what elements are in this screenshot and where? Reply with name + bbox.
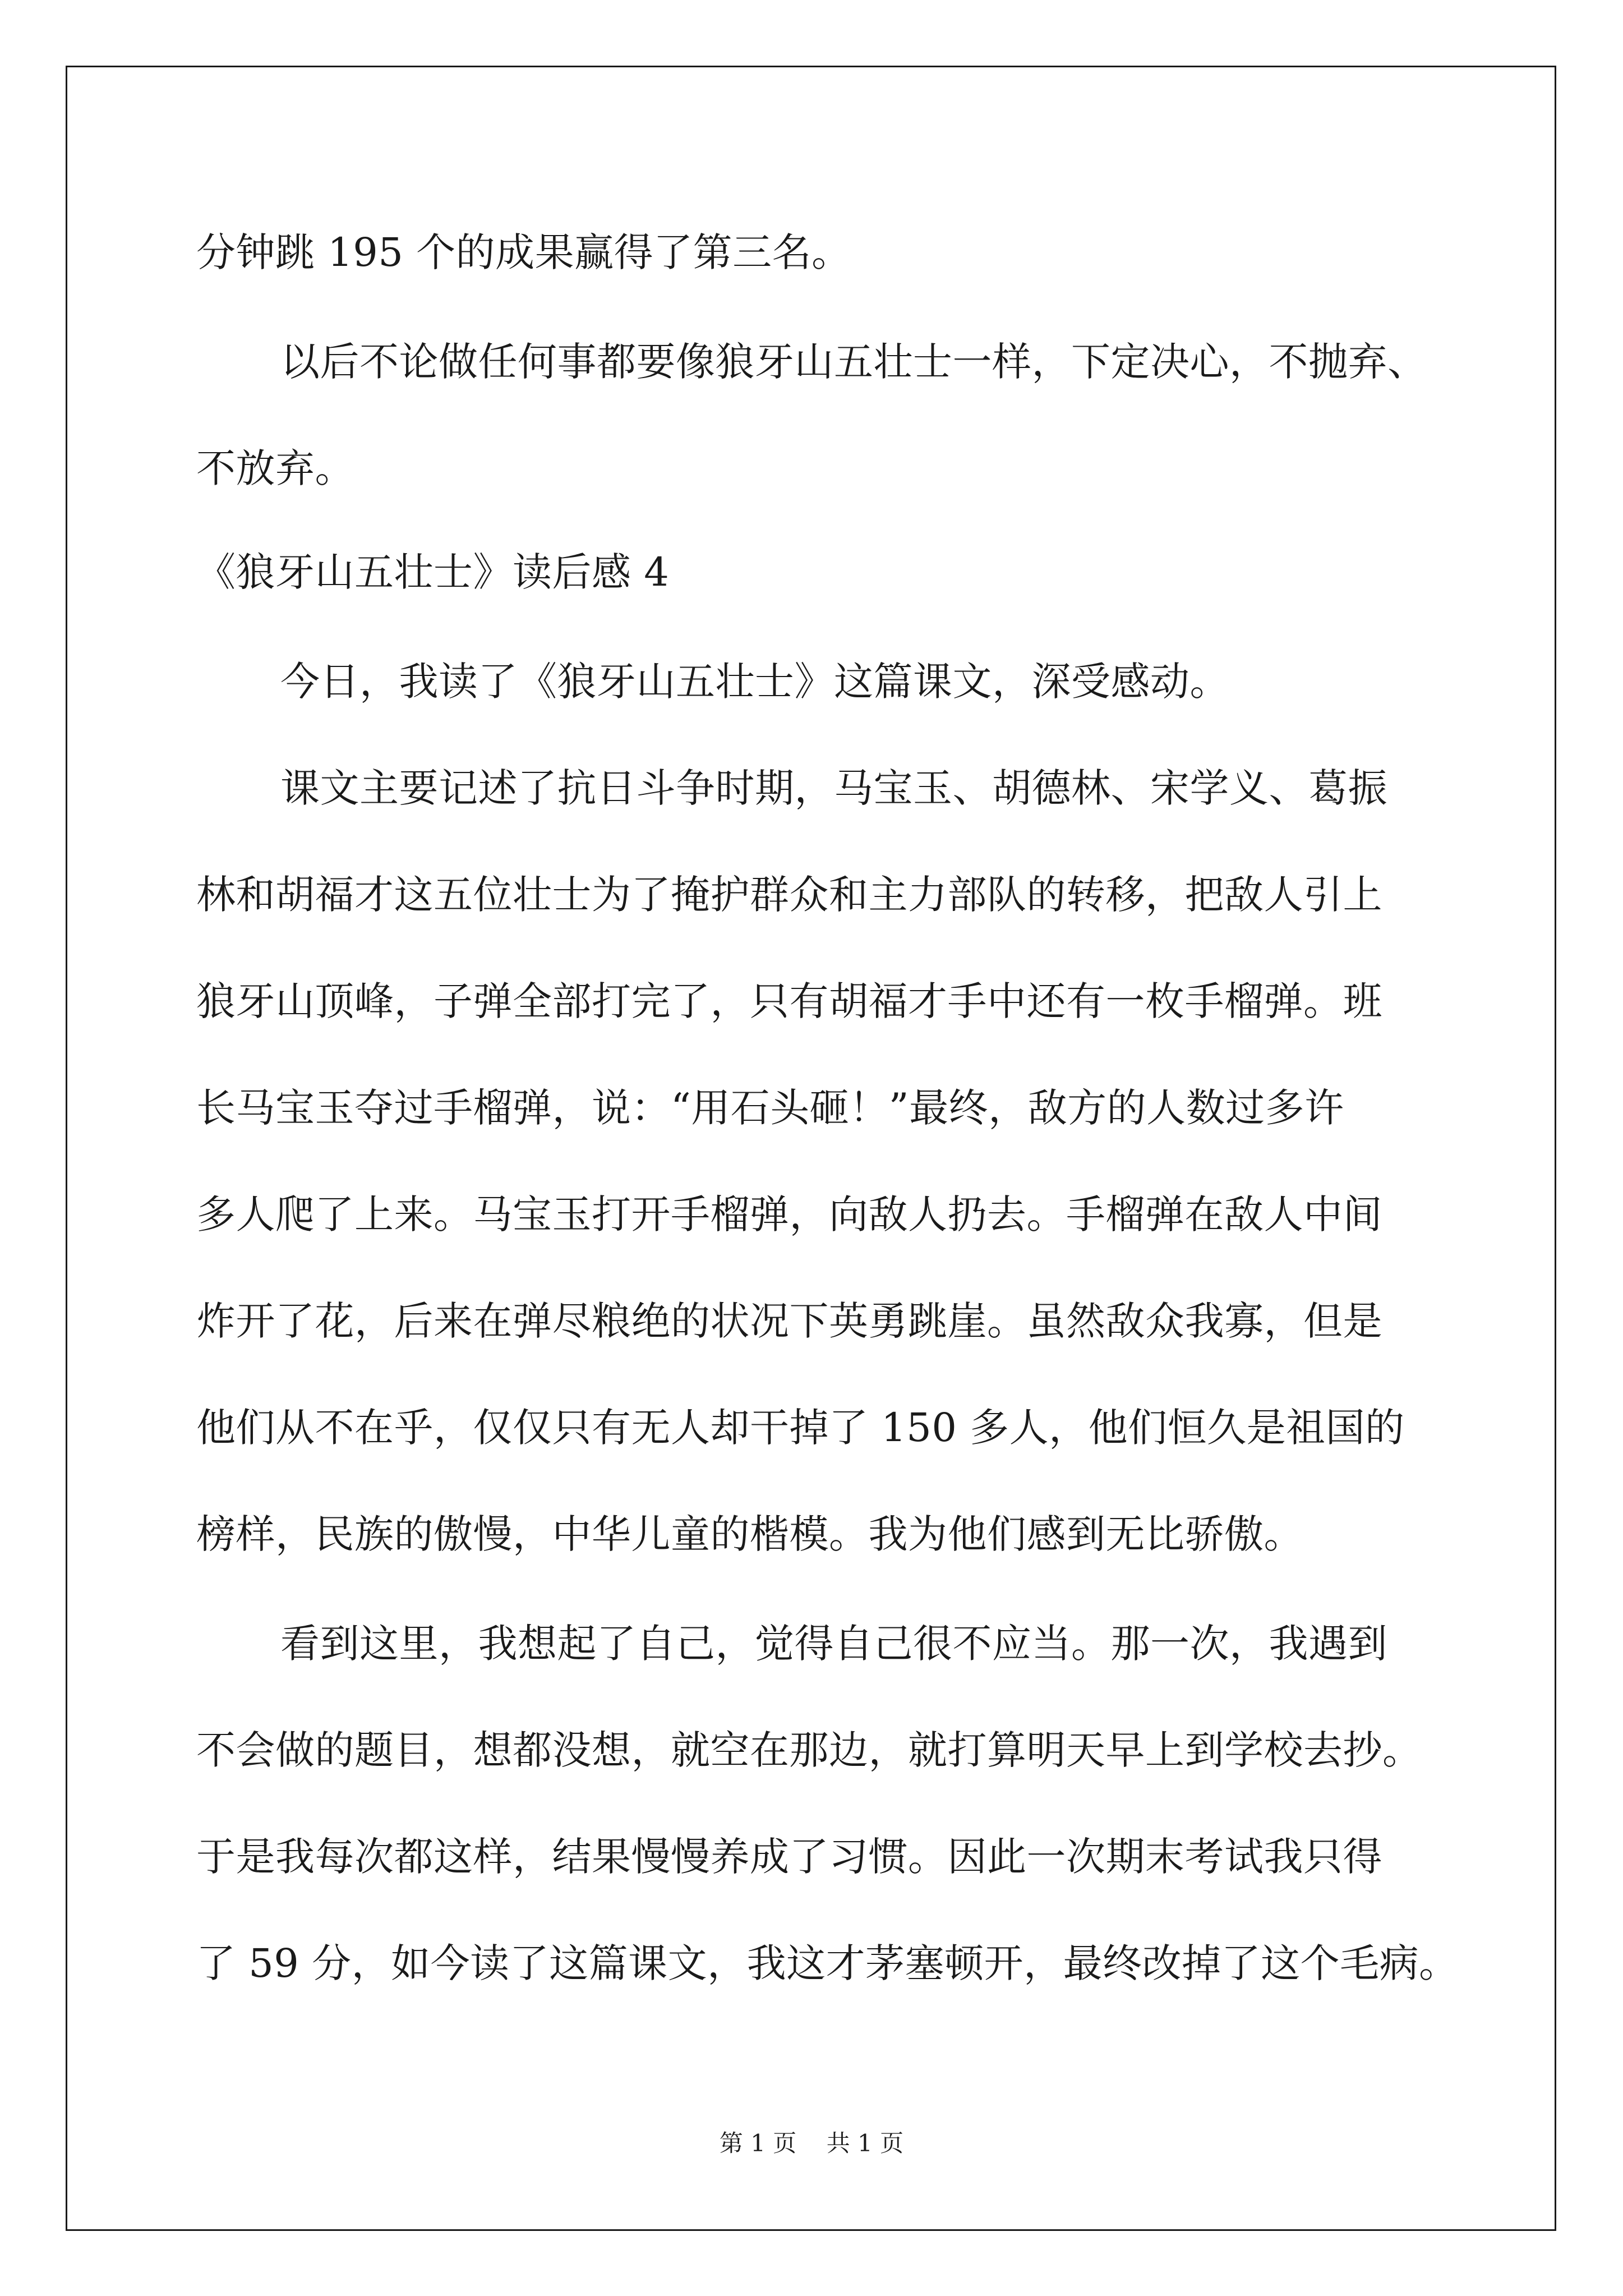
text-line: 不会做的题目，想都没想，就空在那边，就打算明天早上到学校去抄。 [196,1727,1422,1773]
text-line: 狼牙山顶峰，子弹全部打完了，只有胡福才手中还有一枚手榴弹。班 [196,978,1382,1024]
text-line: 炸开了花，后来在弹尽粮绝的状况下英勇跳崖。虽然敌众我寡，但是 [196,1298,1382,1344]
text-line: 今日，我读了《狼牙山五壮士》这篇课文，深受感动。 [280,659,1229,705]
text-line: 了 59 分，如今读了这篇课文，我这才茅塞顿开，最终改掉了这个毛病。 [196,1940,1459,1986]
text-line: 不放弃。 [196,445,354,491]
text-line: 林和胡福才这五位壮士为了掩护群众和主力部队的转移，把敌人引上 [196,872,1382,918]
text-line: 看到这里，我想起了自己，觉得自己很不应当。那一次，我遇到 [280,1621,1387,1667]
text-line: 榜样，民族的傲慢，中华儿童的楷模。我为他们感到无比骄傲。 [196,1511,1303,1557]
text-line: 多人爬了上来。马宝玉打开手榴弹，向敌人扔去。手榴弹在敌人中间 [196,1191,1382,1237]
text-line: 于是我每次都这样，结果慢慢养成了习惯。因此一次期末考试我只得 [196,1834,1382,1880]
page-border [66,66,1556,2231]
section-heading: 《狼牙山五壮士》读后感 4 [196,549,670,595]
text-line: 他们从不在乎，仅仅只有无人却干掉了 150 多人，他们恒久是祖国的 [196,1405,1405,1451]
text-line: 课文主要记述了抗日斗争时期，马宝玉、胡德林、宋学义、葛振 [280,765,1387,811]
text-line: 长马宝玉夺过手榴弹，说：“用石头砸！”最终，敌方的人数过多许 [196,1085,1344,1131]
page-footer: 第 1 页 共 1 页 [719,2129,904,2157]
text-line: 以后不论做任何事都要像狼牙山五壮士一样，下定决心，不抛弃、 [280,339,1427,385]
text-line: 分钟跳 195 个的成果赢得了第三名。 [196,229,851,275]
